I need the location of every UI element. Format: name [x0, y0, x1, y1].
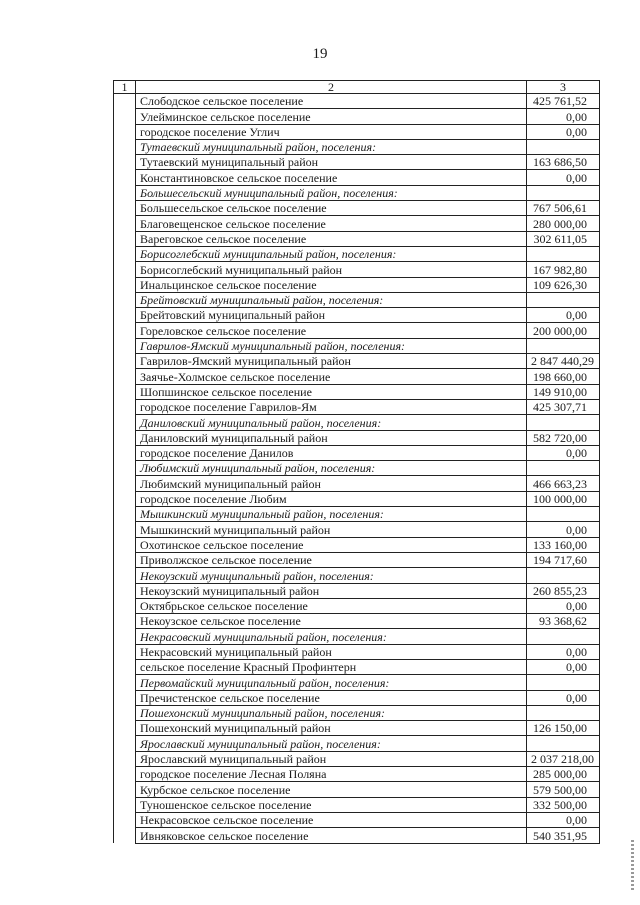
amount-cell — [527, 507, 600, 522]
amount-cell: 163 686,50 — [527, 155, 600, 170]
row-number-cell — [114, 491, 136, 506]
row-number-cell — [114, 736, 136, 751]
amount-cell — [527, 185, 600, 200]
settlement-name: Курбское сельское поселение — [136, 782, 527, 797]
amount-cell: 767 506,61 — [527, 201, 600, 216]
table-row — [114, 491, 600, 506]
table-row — [114, 476, 600, 491]
row-number-cell — [114, 231, 136, 246]
row-number-cell — [114, 445, 136, 460]
amount-cell — [527, 629, 600, 644]
row-number-cell — [114, 170, 136, 185]
row-number-cell — [114, 522, 136, 537]
amount-cell: 149 910,00 — [527, 384, 600, 399]
amount-cell: 198 660,00 — [527, 369, 600, 384]
row-number-cell — [114, 537, 136, 552]
table-row — [114, 537, 600, 552]
amount-cell: 582 720,00 — [527, 430, 600, 445]
amount-cell: 93 368,62 — [527, 614, 600, 629]
amount-cell — [527, 139, 600, 154]
settlement-name: Туношенское сельское поселение — [136, 797, 527, 812]
settlement-name: Слободское сельское поселение — [136, 94, 527, 109]
amount-cell: 100 000,00 — [527, 491, 600, 506]
table-row — [114, 552, 600, 567]
row-number-cell — [114, 354, 136, 369]
column-header-2: 2 — [136, 81, 527, 94]
row-number-cell — [114, 568, 136, 583]
row-number-cell — [114, 812, 136, 827]
district-group-name: Первомайский муниципальный район, поселения: — [136, 675, 527, 690]
row-number-cell — [114, 399, 136, 414]
table-row — [114, 828, 600, 843]
amount-cell: 0,00 — [527, 598, 600, 613]
amount-cell: 260 855,23 — [527, 583, 600, 598]
table-row — [114, 812, 600, 827]
row-number-cell — [114, 583, 136, 598]
table-row — [114, 399, 600, 414]
amount-cell: 0,00 — [527, 170, 600, 185]
row-number-cell — [114, 338, 136, 353]
table-row — [114, 354, 600, 369]
row-number-cell — [114, 705, 136, 720]
amount-cell: 302 611,05 — [527, 231, 600, 246]
table-row — [114, 751, 600, 766]
row-number-cell — [114, 109, 136, 124]
district-group-name: Некоузский муниципальный район, поселения: — [136, 568, 527, 583]
table-row — [114, 430, 600, 445]
amount-cell: 280 000,00 — [527, 216, 600, 231]
row-number-cell — [114, 507, 136, 522]
settlement-name: Некрасовское сельское поселение — [136, 812, 527, 827]
amount-cell: 0,00 — [527, 124, 600, 139]
settlement-name: сельское поселение Красный Профинтерн — [136, 659, 527, 674]
amount-cell: 0,00 — [527, 690, 600, 705]
group-header-row — [114, 568, 600, 583]
row-number-cell — [114, 262, 136, 277]
settlement-name: Ярославский муниципальный район — [136, 751, 527, 766]
settlement-name: Некоузское сельское поселение — [136, 614, 527, 629]
district-group-name: Гаврилов-Ямский муниципальный район, поселения: — [136, 338, 527, 353]
table-row — [114, 369, 600, 384]
row-number-cell — [114, 797, 136, 812]
settlement-name: Вареговское сельское поселение — [136, 231, 527, 246]
settlement-name: Шопшинское сельское поселение — [136, 384, 527, 399]
district-group-name: Мышкинский муниципальный район, поселения: — [136, 507, 527, 522]
table-row — [114, 201, 600, 216]
table-row — [114, 323, 600, 338]
table-row — [114, 124, 600, 139]
table-body — [114, 94, 600, 844]
amount-cell — [527, 675, 600, 690]
row-number-cell — [114, 415, 136, 430]
table-row — [114, 155, 600, 170]
amount-cell: 332 500,00 — [527, 797, 600, 812]
table-row — [114, 445, 600, 460]
amount-cell: 285 000,00 — [527, 767, 600, 782]
table-row — [114, 109, 600, 124]
row-number-cell — [114, 369, 136, 384]
settlement-name: городское поселение Гаврилов-Ям — [136, 399, 527, 414]
settlement-name: Охотинское сельское поселение — [136, 537, 527, 552]
settlement-name: Некоузский муниципальный район — [136, 583, 527, 598]
group-header-row — [114, 415, 600, 430]
amount-cell: 0,00 — [527, 659, 600, 674]
amount-cell: 425 307,71 — [527, 399, 600, 414]
page-number: 19 — [312, 46, 328, 62]
settlement-name: Приволжское сельское поселение — [136, 552, 527, 567]
table-row — [114, 170, 600, 185]
settlement-name: Мышкинский муниципальный район — [136, 522, 527, 537]
table-row — [114, 598, 600, 613]
row-number-cell — [114, 216, 136, 231]
group-header-row — [114, 292, 600, 307]
amount-cell: 466 663,23 — [527, 476, 600, 491]
column-header-3: 3 — [527, 81, 600, 94]
amount-cell: 0,00 — [527, 522, 600, 537]
district-group-name: Ярославский муниципальный район, поселения: — [136, 736, 527, 751]
settlement-name: городское поселение Любим — [136, 491, 527, 506]
amount-cell — [527, 338, 600, 353]
settlement-name: Пречистенское сельское поселение — [136, 690, 527, 705]
scan-edge-mark — [631, 840, 634, 890]
settlement-name: Любимский муниципальный район — [136, 476, 527, 491]
table-row — [114, 522, 600, 537]
row-number-cell — [114, 94, 136, 109]
row-number-cell — [114, 598, 136, 613]
amount-cell — [527, 568, 600, 583]
row-number-cell — [114, 782, 136, 797]
settlement-name: Даниловский муниципальный район — [136, 430, 527, 445]
table-row — [114, 690, 600, 705]
table-row — [114, 583, 600, 598]
row-number-cell — [114, 124, 136, 139]
settlement-name: городское поселение Данилов — [136, 445, 527, 460]
allocation-table — [113, 80, 600, 844]
table-row — [114, 384, 600, 399]
amount-cell: 0,00 — [527, 445, 600, 460]
row-number-cell — [114, 629, 136, 644]
settlement-name: Благовещенское сельское поселение — [136, 216, 527, 231]
settlement-name: городское поселение Лесная Поляна — [136, 767, 527, 782]
district-group-name: Тутаевский муниципальный район, поселения: — [136, 139, 527, 154]
row-number-cell — [114, 384, 136, 399]
row-number-cell — [114, 461, 136, 476]
amount-cell — [527, 246, 600, 261]
table-row — [114, 277, 600, 292]
amount-cell — [527, 415, 600, 430]
row-number-cell — [114, 323, 136, 338]
row-number-cell — [114, 308, 136, 323]
district-group-name: Любимский муниципальный район, поселения: — [136, 461, 527, 476]
table-row — [114, 797, 600, 812]
settlement-name: Константиновское сельское поселение — [136, 170, 527, 185]
amount-cell: 133 160,00 — [527, 537, 600, 552]
table-row — [114, 659, 600, 674]
group-header-row — [114, 675, 600, 690]
settlement-name: Брейтовский муниципальный район — [136, 308, 527, 323]
row-number-cell — [114, 675, 136, 690]
settlement-name: Инальцинское сельское поселение — [136, 277, 527, 292]
settlement-name: Октябрьское сельское поселение — [136, 598, 527, 613]
row-number-cell — [114, 292, 136, 307]
column-header-1: 1 — [114, 81, 136, 94]
group-header-row — [114, 705, 600, 720]
amount-cell: 109 626,30 — [527, 277, 600, 292]
row-number-cell — [114, 751, 136, 766]
row-number-cell — [114, 767, 136, 782]
table-row — [114, 94, 600, 109]
group-header-row — [114, 736, 600, 751]
table-row — [114, 262, 600, 277]
amount-cell: 0,00 — [527, 644, 600, 659]
table-row — [114, 782, 600, 797]
row-number-cell — [114, 277, 136, 292]
amount-cell: 167 982,80 — [527, 262, 600, 277]
table-row — [114, 231, 600, 246]
amount-cell: 194 717,60 — [527, 552, 600, 567]
table-row — [114, 308, 600, 323]
group-header-row — [114, 246, 600, 261]
row-number-cell — [114, 430, 136, 445]
row-number-cell — [114, 155, 136, 170]
row-number-cell — [114, 721, 136, 736]
amount-cell: 579 500,00 — [527, 782, 600, 797]
district-group-name: Большесельский муниципальный район, поселения: — [136, 185, 527, 200]
amount-cell: 200 000,00 — [527, 323, 600, 338]
row-number-cell — [114, 185, 136, 200]
amount-cell — [527, 461, 600, 476]
amount-cell — [527, 292, 600, 307]
group-header-row — [114, 461, 600, 476]
amount-cell: 2 847 440,29 — [527, 354, 600, 369]
settlement-name: Гореловское сельское поселение — [136, 323, 527, 338]
amount-cell: 0,00 — [527, 109, 600, 124]
group-header-row — [114, 507, 600, 522]
amount-cell: 0,00 — [527, 308, 600, 323]
group-header-row — [114, 338, 600, 353]
settlement-name: Некрасовский муниципальный район — [136, 644, 527, 659]
settlement-name: Гаврилов-Ямский муниципальный район — [136, 354, 527, 369]
row-number-cell — [114, 139, 136, 154]
group-header-row — [114, 185, 600, 200]
row-number-cell — [114, 201, 136, 216]
amount-cell: 0,00 — [527, 812, 600, 827]
table-row — [114, 216, 600, 231]
row-number-cell — [114, 644, 136, 659]
table-row — [114, 721, 600, 736]
settlement-name: Улейминское сельское поселение — [136, 109, 527, 124]
district-group-name: Некрасовский муниципальный район, поселения: — [136, 629, 527, 644]
row-number-cell — [114, 476, 136, 491]
table-header-row — [114, 81, 600, 94]
row-number-cell — [114, 614, 136, 629]
amount-cell: 425 761,52 — [527, 94, 600, 109]
group-header-row — [114, 139, 600, 154]
amount-cell — [527, 705, 600, 720]
row-number-cell — [114, 246, 136, 261]
settlement-name: Большесельское сельское поселение — [136, 201, 527, 216]
amount-cell: 2 037 218,00 — [527, 751, 600, 766]
table-row — [114, 644, 600, 659]
district-group-name: Пошехонский муниципальный район, поселения: — [136, 705, 527, 720]
amount-cell: 540 351,95 — [527, 828, 600, 843]
district-group-name: Брейтовский муниципальный район, поселения: — [136, 292, 527, 307]
district-group-name: Борисоглебский муниципальный район, поселения: — [136, 246, 527, 261]
settlement-name: Борисоглебский муниципальный район — [136, 262, 527, 277]
settlement-name: Ивняковское сельское поселение — [136, 828, 527, 843]
row-number-cell — [114, 690, 136, 705]
settlement-name: Тутаевский муниципальный район — [136, 155, 527, 170]
settlement-name: Пошехонский муниципальный район — [136, 721, 527, 736]
district-group-name: Даниловский муниципальный район, поселения: — [136, 415, 527, 430]
table-row — [114, 767, 600, 782]
row-number-cell — [114, 828, 136, 843]
settlement-name: городское поселение Углич — [136, 124, 527, 139]
row-number-cell — [114, 659, 136, 674]
group-header-row — [114, 629, 600, 644]
amount-cell — [527, 736, 600, 751]
row-number-cell — [114, 552, 136, 567]
table-row — [114, 614, 600, 629]
amount-cell: 126 150,00 — [527, 721, 600, 736]
settlement-name: Заячье-Холмское сельское поселение — [136, 369, 527, 384]
